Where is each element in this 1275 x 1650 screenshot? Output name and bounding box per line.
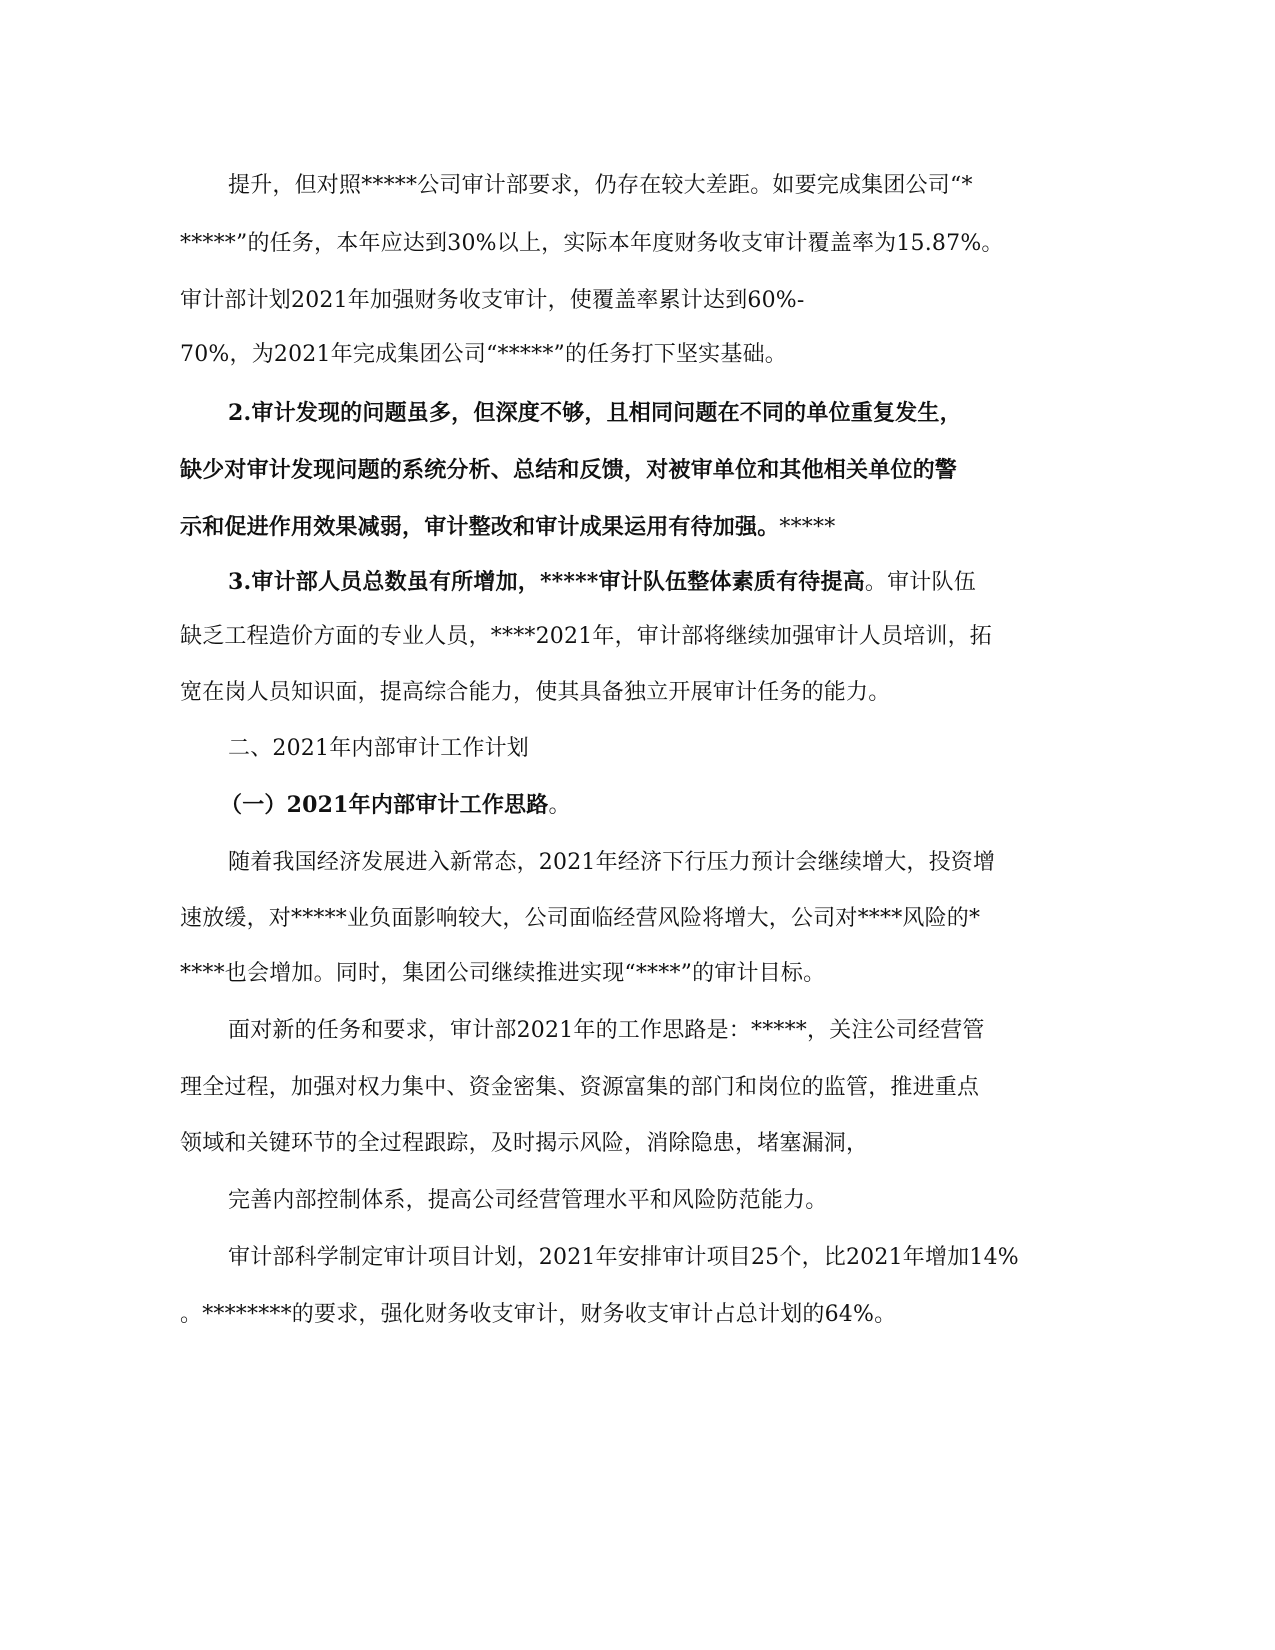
subsection-heading [0, 790, 1275, 821]
section-heading [0, 734, 1275, 764]
line-text: 宽在岗人员知识面，提高综合能力，使其具备独立开展审计任务的能力。 [180, 680, 891, 705]
text-line [0, 1016, 1275, 1046]
text-line [0, 567, 1275, 598]
line-text: 。审计队伍 [864, 570, 976, 595]
text-line [0, 678, 1275, 708]
line-text: 面对新的任务和要求，审计部2021年的工作思路是：*****，关注公司经营管 [228, 1018, 985, 1043]
text-line [0, 1243, 1275, 1273]
text-line [0, 848, 1275, 878]
text-line [0, 512, 1275, 543]
line-text-bold: 3.审计部人员总数虽有所增加，*****审计队伍整体素质有待提高 [228, 569, 865, 595]
line-text: ***** [779, 515, 836, 540]
text-line [0, 1129, 1275, 1159]
text-line [0, 398, 1275, 428]
line-text: 完善内部控制体系，提高公司经营管理水平和风险防范能力。 [228, 1188, 828, 1213]
line-text: 审计部计划2021年加强财务收支审计，使覆盖率累计达到60%- [180, 288, 805, 313]
line-text: 70%，为2021年完成集团公司“*****”的任务打下坚实基础。 [180, 342, 787, 367]
text-line [0, 1073, 1275, 1103]
text-line [0, 229, 1275, 259]
text-line [0, 286, 1275, 316]
line-text: 提升，但对照*****公司审计部要求，仍存在较大差距。如要完成集团公司“* [228, 173, 973, 198]
text-line [0, 455, 1275, 485]
text-line [0, 1186, 1275, 1216]
text-line [0, 171, 1275, 201]
line-text: *****”的任务，本年应达到30%以上，实际本年度财务收支审计覆盖率为15.87%。 [180, 231, 1004, 256]
line-text-bold: 示和促进作用效果减弱，审计整改和审计成果运用有待加强。 [180, 514, 780, 540]
line-text: 随着我国经济发展进入新常态，2021年经济下行压力预计会继续增大，投资增 [228, 850, 996, 875]
line-text: 缺少对审计发现问题的系统分析、总结和反馈，对被审单位和其他相关单位的警 [180, 457, 958, 483]
line-text: 领域和关键环节的全过程跟踪，及时揭示风险，消除隐患，堵塞漏洞， [180, 1131, 869, 1156]
line-text: 。********的要求，强化财务收支审计，财务收支审计占总计划的64%。 [180, 1302, 897, 1327]
line-text: 。 [548, 793, 571, 818]
line-text: 审计部科学制定审计项目计划，2021年安排审计项目25个，比2021年增加14% [228, 1245, 1019, 1270]
text-line [0, 340, 1275, 370]
line-text: 2.审计发现的问题虽多，但深度不够，且相同问题在不同的单位重复发生， [228, 400, 962, 426]
text-line [0, 959, 1275, 989]
text-line [0, 904, 1275, 934]
line-text: ****也会增加。同时，集团公司继续推进实现“****”的审计目标。 [180, 961, 826, 986]
text-line [0, 622, 1275, 652]
line-text: 理全过程，加强对权力集中、资金密集、资源富集的部门和岗位的监管，推进重点 [180, 1075, 980, 1100]
line-text: 缺乏工程造价方面的专业人员，****2021年，审计部将继续加强审计人员培训，拓 [180, 624, 992, 649]
text-line [0, 1300, 1275, 1330]
line-text: 二、2021年内部审计工作计划 [228, 736, 529, 761]
line-text-bold: （一）2021年内部审计工作思路 [220, 792, 549, 818]
line-text: 速放缓，对*****业负面影响较大，公司面临经营风险将增大，公司对****风险的* [180, 906, 981, 931]
